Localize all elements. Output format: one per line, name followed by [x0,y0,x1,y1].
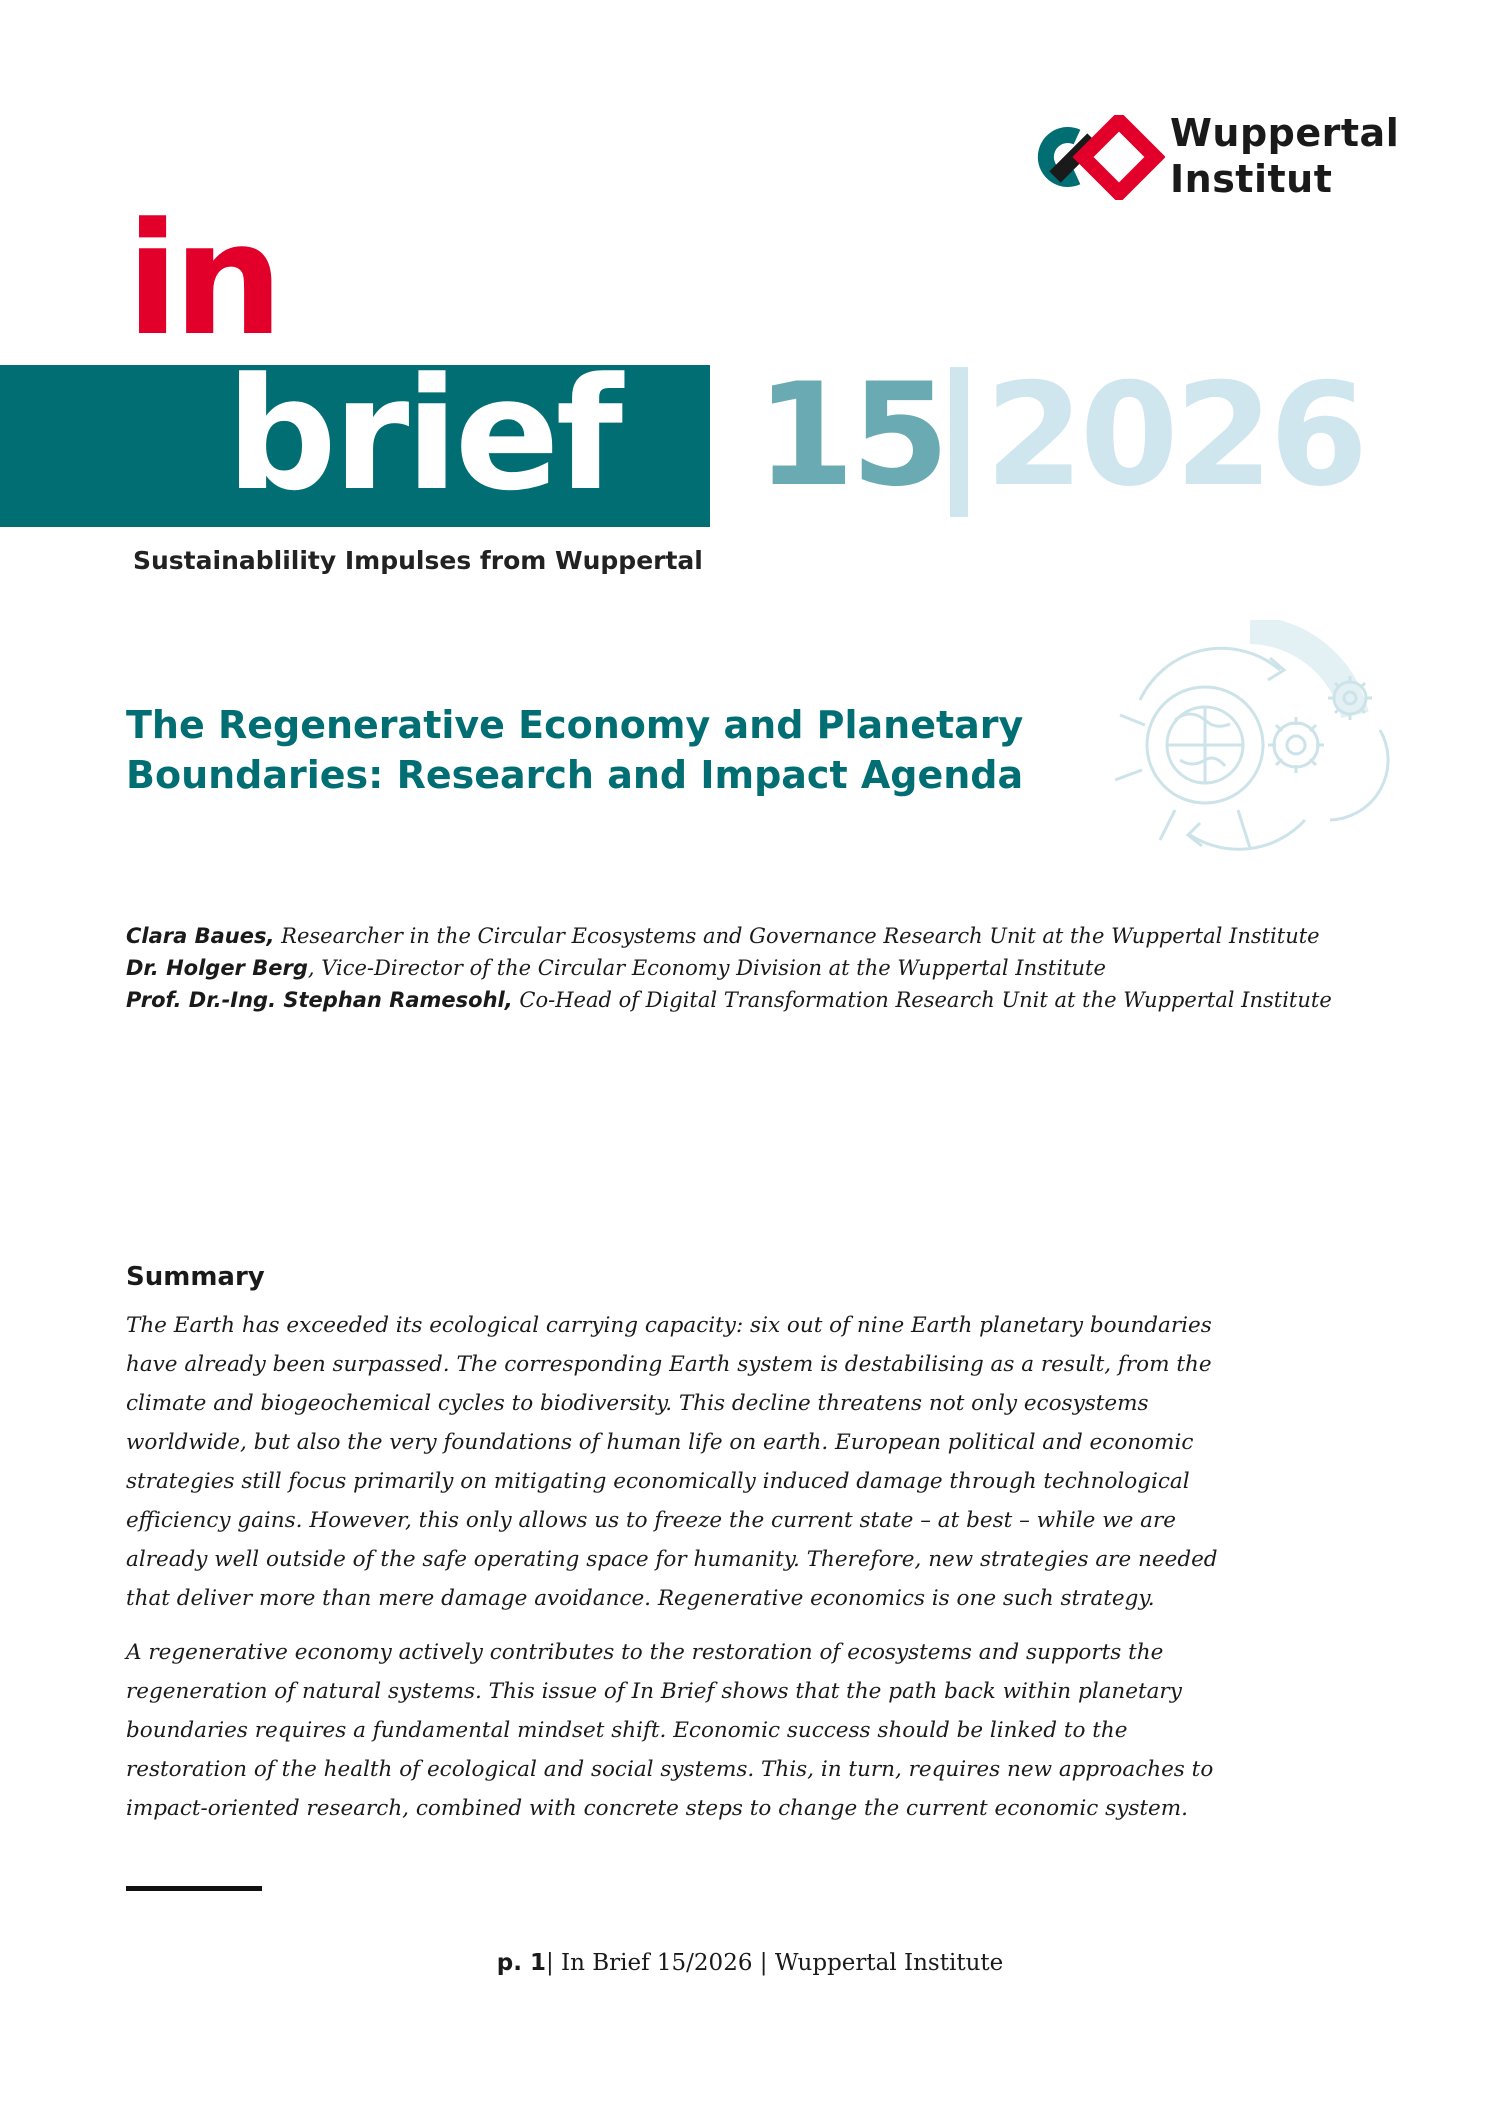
author-role: Researcher in the Circular Ecosystems and Governance Research Unit at the Wuppertal Institute [274,924,1320,948]
footer-rule [126,1886,262,1891]
author-name: Prof. Dr.-Ing. Stephan Ramesohl, [126,988,513,1012]
logo-line-1: Wuppertal [1170,111,1400,155]
wuppertal-logo-icon [1015,115,1165,200]
footer-publication: | In Brief 15/2026 | Wuppertal Institute [545,1950,1004,1976]
footer-page-number: p. 1 [496,1950,546,1976]
summary-paragraph-2: A regenerative economy actively contributes to the restoration of ecosystems and supports the regeneration of natural systems. This issue of In Brief shows that the path back within planetary boundaries requires a fundamental mindset shift. Economic success should be linked to the restoration of the health of ecological and social systems. This, in turn, requires new approaches to impact-oriented research, combined with concrete steps to change the current economic system. [126,1640,1214,1821]
author-role: Co-Head of Digital Transformation Research Unit at the Wuppertal Institute [512,988,1332,1012]
issue-number: 15 [756,353,946,518]
author-entry [126,984,1376,1016]
masthead-in: in [126,189,278,370]
issue-year: 2026 [985,353,1365,518]
wuppertal-logo-text [1170,110,1399,202]
author-name: Dr. Holger Berg [126,956,308,980]
title-line-2: Boundaries: Research and Impact Agenda [126,753,1024,797]
author-entry [126,920,1376,952]
title-line-1: The Regenerative Economy and Planetary [126,703,1024,747]
author-entry [126,952,1376,984]
issue-separator [950,367,968,517]
summary-paragraph-1: The Earth has exceeded its ecological carrying capacity: six out of nine Earth planetary boundaries have already been surpassed. The corresponding Earth system is destabilising as a result, from the climate and biogeochemical cycles to biodiversity. This decline threatens not only ecosystems worldwide, but also the very foundations of human life on earth. European political and economic strategies still focus primarily on mitigating economically induced damage through technological efficiency gains. However, this only allows us to freeze the current state – at best – while we are already well outside of the safe operating space for humanity. Therefore, new strategies are needed that deliver more than mere damage avoidance. Regenerative economics is one such strategy. [126,1313,1218,1611]
author-role: , Vice-Director of the Circular Economy Division at the Wuppertal Institute [307,956,1106,980]
masthead-brief: brief [226,344,620,525]
series-subtitle: Sustainablility Impulses from Wuppertal [133,546,703,575]
author-name: Clara Baues, [126,924,275,948]
author-list [126,920,1376,1016]
summary-heading: Summary [126,1262,265,1292]
summary-body [126,1306,1251,1843]
page-title [126,700,1046,800]
page-footer [0,1950,1500,1976]
logo-line-2: Institut [1170,157,1333,201]
globe-gears-illustration-icon [1100,620,1400,860]
